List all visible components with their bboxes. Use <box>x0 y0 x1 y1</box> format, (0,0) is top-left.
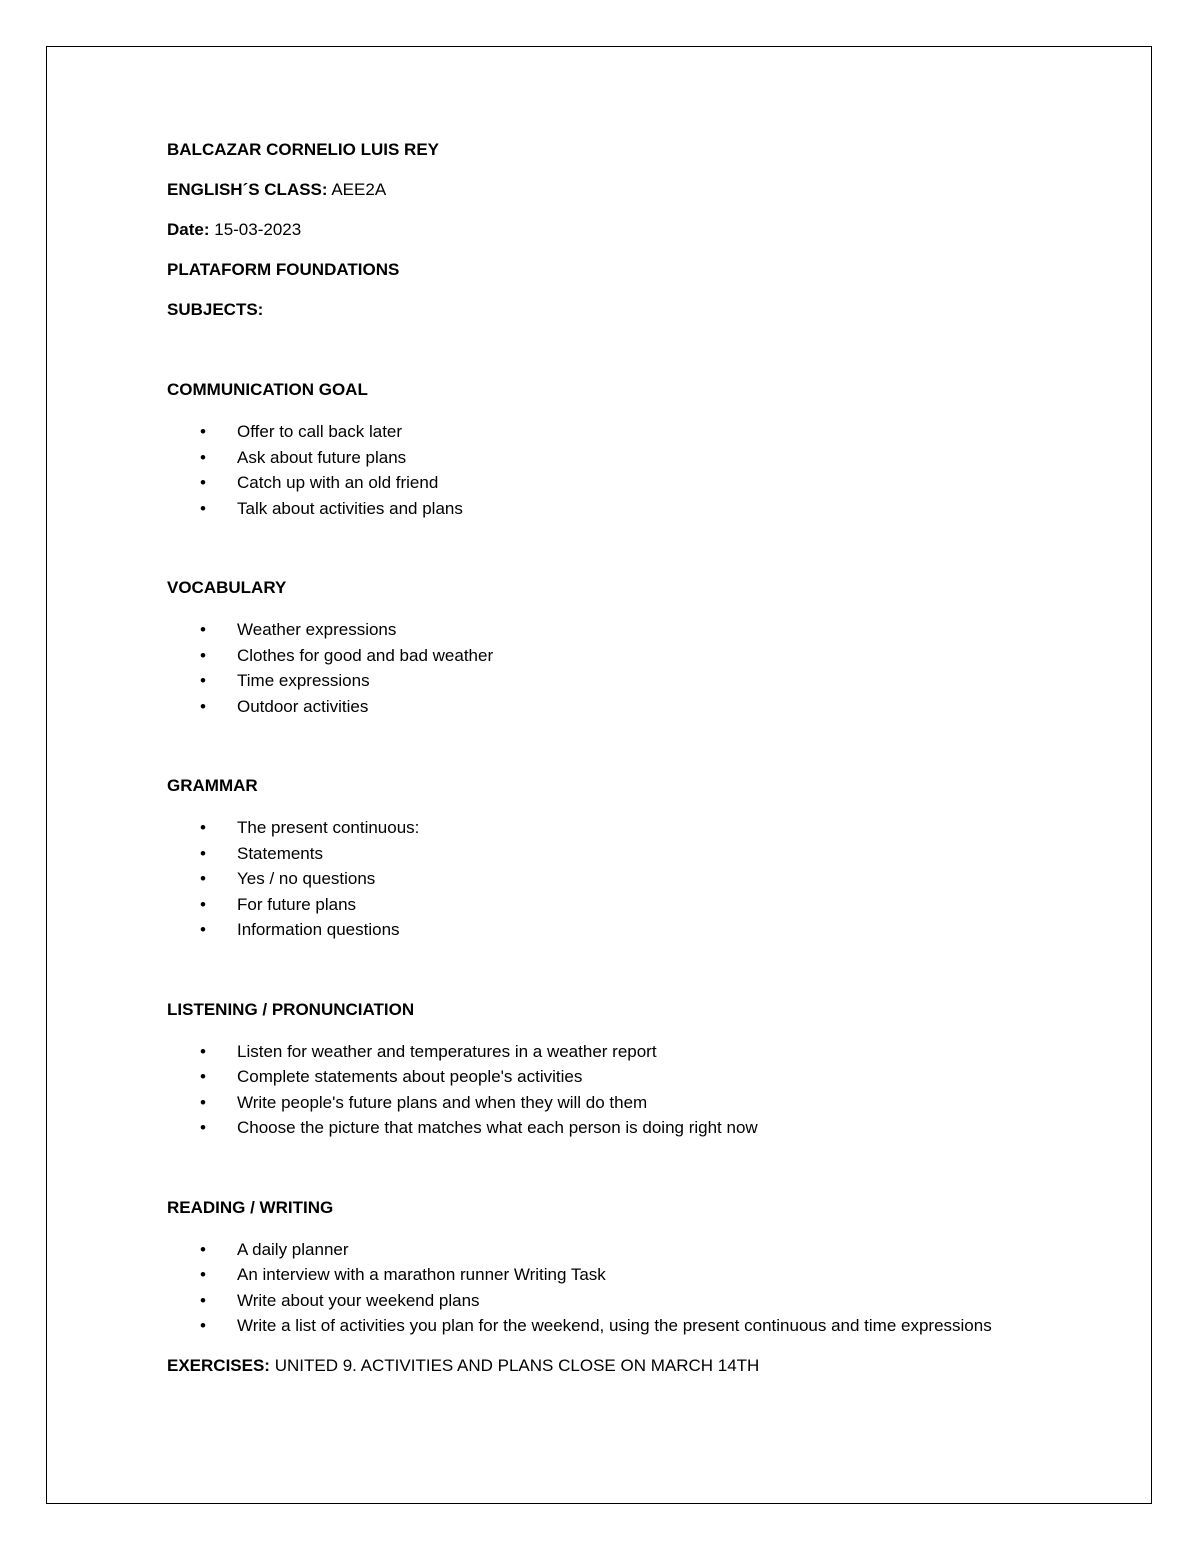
list-item <box>167 1262 1077 1288</box>
section-heading: VOCABULARY <box>167 578 287 597</box>
bullet-icon: • <box>200 920 206 939</box>
section-heading: LISTENING / PRONUNCIATION <box>167 999 415 1019</box>
section-heading: COMMUNICATION GOAL <box>167 380 368 399</box>
bullet-icon: • <box>200 1265 206 1284</box>
list-item-text: Talk about activities and plans <box>237 498 463 518</box>
student-name: BALCAZAR CORNELIO LUIS REY <box>167 140 439 159</box>
bullet-list <box>167 419 1067 521</box>
list-item <box>167 866 1077 892</box>
bullet-icon: • <box>200 1092 206 1112</box>
list-item <box>167 892 1077 918</box>
class-label: ENGLISH´S CLASS: <box>167 180 328 199</box>
bullet-icon: • <box>200 1316 206 1335</box>
section-vocabulary <box>167 575 1067 719</box>
list-item-text: Statements <box>237 843 323 863</box>
list-item <box>167 643 1077 669</box>
list-item <box>167 1039 1077 1065</box>
list-item-text: Complete statements about people's activities <box>237 1067 583 1086</box>
bullet-icon: • <box>200 447 206 467</box>
list-item <box>167 445 1077 471</box>
bullet-icon: • <box>200 498 206 518</box>
list-item <box>167 1115 1077 1141</box>
list-item <box>167 694 1077 720</box>
section-reading-writing <box>167 1195 1067 1339</box>
list-item <box>167 1090 1077 1116</box>
bullet-icon: • <box>200 620 206 639</box>
exercises-line <box>167 1353 1067 1379</box>
date-value: 15-03-2023 <box>209 220 302 239</box>
list-item-text: Time expressions <box>237 671 370 690</box>
list-item <box>167 917 1077 943</box>
bullet-icon: • <box>200 1067 206 1086</box>
subjects-label: SUBJECTS: <box>167 300 264 319</box>
section-communication-goal <box>167 377 1067 521</box>
list-item <box>167 1313 1077 1339</box>
section-heading: GRAMMAR <box>167 776 258 795</box>
class-line <box>167 177 1067 203</box>
list-item-text: Yes / no questions <box>237 869 376 888</box>
date-label: Date: <box>167 220 210 239</box>
list-item-text: Information questions <box>237 920 400 939</box>
bullet-icon: • <box>200 1041 206 1061</box>
bullet-icon: • <box>200 818 206 837</box>
list-item-text: Ask about future plans <box>237 447 407 467</box>
class-value: AEE2A <box>327 180 387 199</box>
list-item-text: Listen for weather and temperatures in a weather report <box>237 1041 657 1061</box>
bullet-icon: • <box>200 422 206 441</box>
bullet-icon: • <box>200 1239 206 1259</box>
list-item-text: Outdoor activities <box>237 696 369 716</box>
list-item-text: Offer to call back later <box>237 422 403 441</box>
bullet-list <box>167 1039 1067 1141</box>
list-item-text: Catch up with an old friend <box>237 473 439 492</box>
bullet-icon: • <box>200 645 206 665</box>
list-item-text: Choose the picture that matches what each person is doing right now <box>237 1118 758 1137</box>
list-item <box>167 1237 1077 1263</box>
list-item-text: The present continuous: <box>237 818 420 837</box>
list-item-text: Weather expressions <box>237 620 397 639</box>
list-item-text: A daily planner <box>237 1239 349 1259</box>
list-item-text: Write about your weekend plans <box>237 1290 480 1310</box>
list-item <box>167 496 1077 522</box>
bullet-icon: • <box>200 894 206 914</box>
bullet-icon: • <box>200 869 206 888</box>
bullet-icon: • <box>200 696 206 716</box>
bullet-list <box>167 617 1067 719</box>
list-item <box>167 617 1077 643</box>
bullet-icon: • <box>200 843 206 863</box>
section-listening-pronunciation <box>167 997 1067 1141</box>
list-item-text: An interview with a marathon runner Writing Task <box>237 1265 606 1284</box>
list-item <box>167 668 1077 694</box>
exercises-label: EXERCISES: <box>167 1355 270 1375</box>
platform-title: PLATAFORM FOUNDATIONS <box>167 260 400 279</box>
bullet-icon: • <box>200 1118 206 1137</box>
list-item-text: Clothes for good and bad weather <box>237 645 494 665</box>
list-item-text: For future plans <box>237 894 357 914</box>
list-item <box>167 1064 1077 1090</box>
section-heading: READING / WRITING <box>167 1197 334 1217</box>
list-item <box>167 419 1077 445</box>
list-item <box>167 470 1077 496</box>
list-item-text: Write a list of activities you plan for the weekend, using the present continuous and time expressions <box>237 1316 992 1335</box>
document-body <box>167 137 1067 1379</box>
bullet-icon: • <box>200 473 206 492</box>
bullet-list <box>167 815 1067 943</box>
bullet-icon: • <box>200 1290 206 1310</box>
list-item-text: Write people's future plans and when they will do them <box>237 1092 648 1112</box>
list-item <box>167 1288 1077 1314</box>
bullet-list <box>167 1237 1067 1339</box>
list-item <box>167 841 1077 867</box>
section-grammar <box>167 773 1067 943</box>
exercises-value: UNITED 9. ACTIVITIES AND PLANS CLOSE ON MARCH 14TH <box>269 1355 760 1375</box>
list-item <box>167 815 1077 841</box>
bullet-icon: • <box>200 671 206 690</box>
date-line <box>167 217 1067 243</box>
